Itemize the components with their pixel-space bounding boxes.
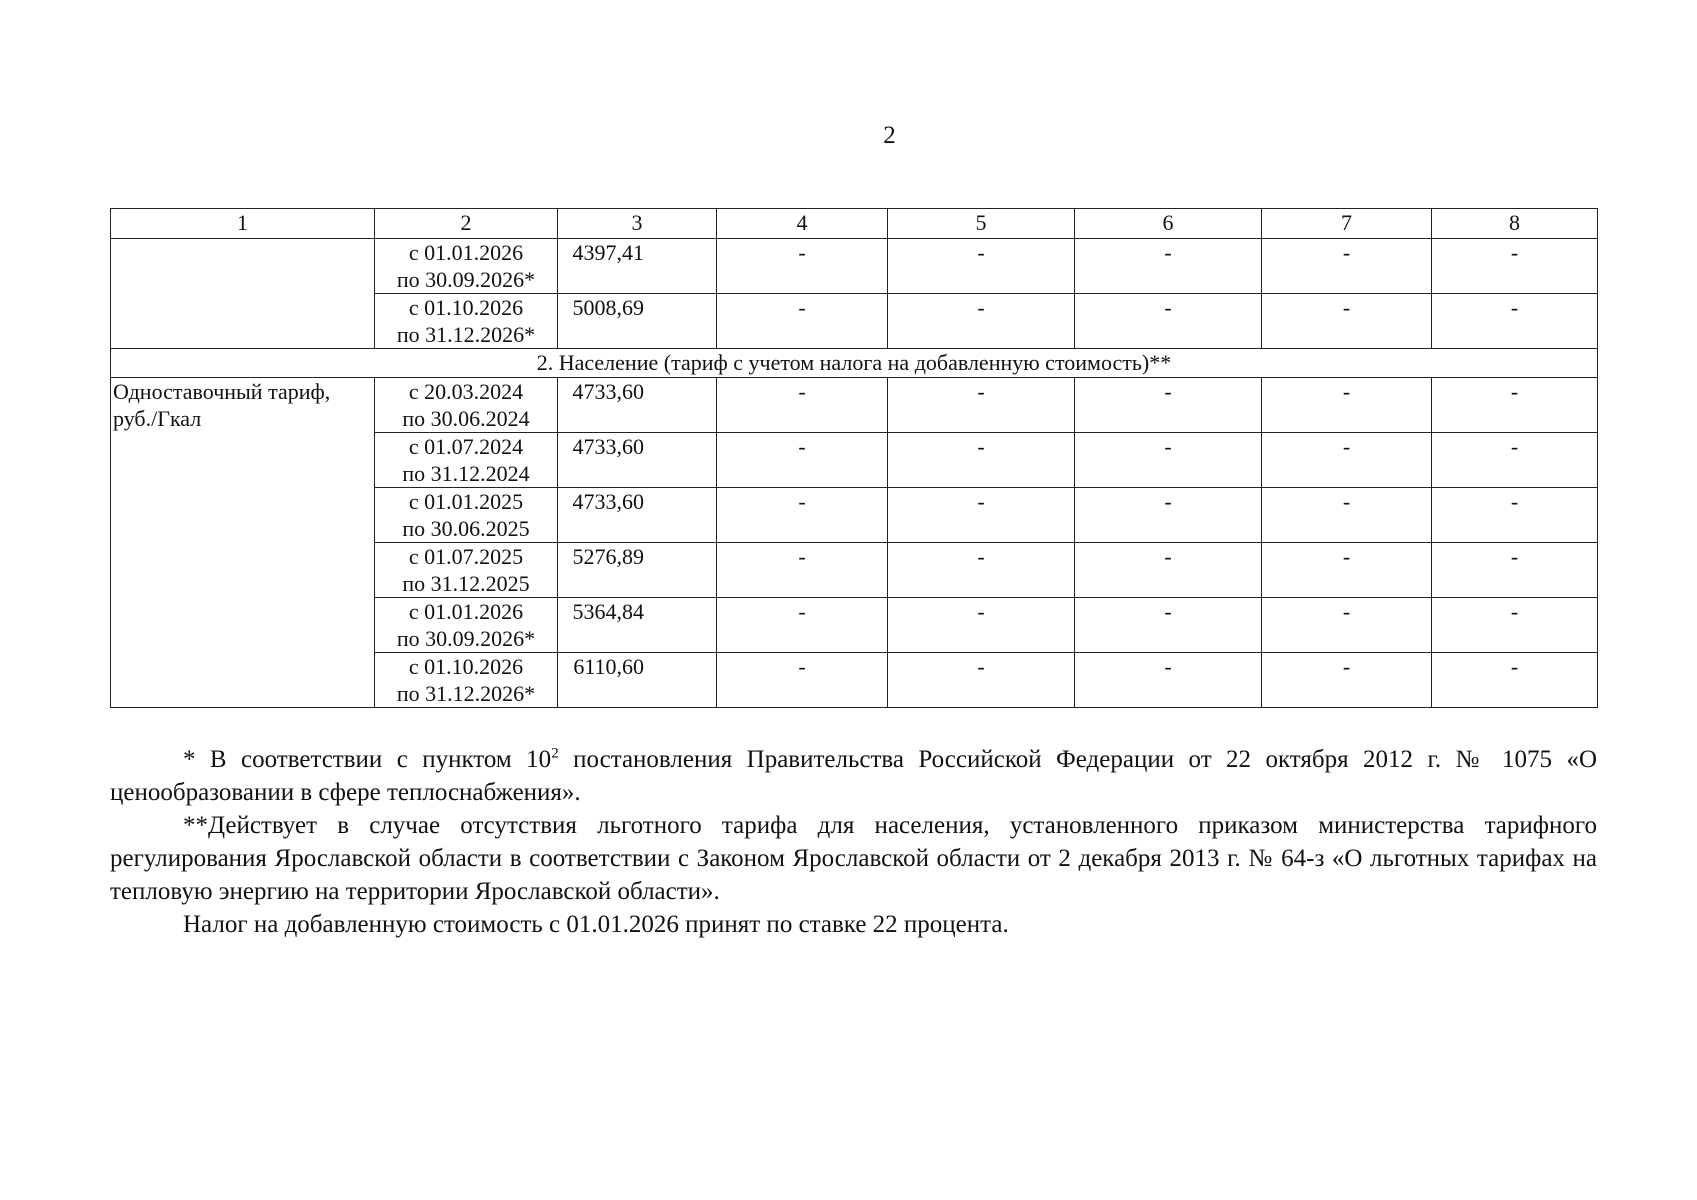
table-row	[111, 239, 1598, 294]
tariff-value: 4397,41	[558, 239, 717, 294]
empty-name-cell	[111, 239, 375, 349]
footnote-3: Налог на добавленную стоимость с 01.01.2026 принят по ставке 22 процента.	[183, 911, 1009, 938]
empty-value-dash: -	[717, 378, 888, 433]
empty-value-dash: -	[888, 598, 1075, 653]
empty-value-dash: -	[888, 653, 1075, 708]
period-from: с 01.07.2025	[408, 544, 524, 569]
empty-value-dash: -	[888, 378, 1075, 433]
tariff-value: 4733,60	[558, 433, 717, 488]
footnote-1-superscript: 2	[551, 745, 559, 762]
empty-value-dash: -	[888, 543, 1075, 598]
empty-value-dash: -	[1432, 488, 1598, 543]
empty-value-dash: -	[1262, 488, 1432, 543]
tariff-table	[110, 208, 1598, 708]
empty-value-dash: -	[1262, 543, 1432, 598]
footnote-1-text-cont: постановления Правительства Российской Федерации от 22 октября 2012 г. № 1075 «О ценообразовании в сфере теплоснабжения».	[110, 746, 1597, 806]
empty-value-dash: -	[1075, 239, 1262, 294]
empty-value-dash: -	[1075, 653, 1262, 708]
empty-value-dash: -	[1262, 294, 1432, 349]
column-header: 8	[1432, 209, 1598, 239]
empty-value-dash: -	[1432, 598, 1598, 653]
period-from: с 01.10.2026	[408, 295, 524, 320]
empty-value-dash: -	[1432, 239, 1598, 294]
empty-value-dash: -	[1075, 488, 1262, 543]
empty-value-dash: -	[1432, 653, 1598, 708]
empty-value-dash: -	[717, 239, 888, 294]
empty-value-dash: -	[888, 294, 1075, 349]
tariff-value: 5008,69	[558, 294, 717, 349]
column-header: 6	[1075, 209, 1262, 239]
empty-value-dash: -	[888, 239, 1075, 294]
period-cell	[375, 378, 558, 433]
period-cell	[375, 239, 558, 294]
period-cell	[375, 433, 558, 488]
period-from: с 01.01.2025	[408, 489, 524, 514]
period-cell	[375, 543, 558, 598]
empty-value-dash: -	[1075, 598, 1262, 653]
empty-value-dash: -	[1432, 433, 1598, 488]
period-to: по 30.06.2025	[402, 516, 530, 541]
column-header: 2	[375, 209, 558, 239]
empty-value-dash: -	[717, 488, 888, 543]
empty-value-dash: -	[717, 543, 888, 598]
column-header: 3	[558, 209, 717, 239]
period-cell	[375, 653, 558, 708]
empty-value-dash: -	[1262, 598, 1432, 653]
period-to: по 31.12.2026*	[396, 681, 536, 706]
empty-value-dash: -	[1262, 378, 1432, 433]
column-header: 4	[717, 209, 888, 239]
empty-value-dash: -	[717, 433, 888, 488]
period-from: с 01.07.2024	[408, 434, 524, 459]
table-header-row	[111, 209, 1598, 239]
empty-value-dash: -	[1262, 433, 1432, 488]
period-to: по 30.09.2026*	[396, 267, 536, 292]
empty-value-dash: -	[717, 653, 888, 708]
tariff-value: 6110,60	[558, 653, 717, 708]
empty-value-dash: -	[1075, 433, 1262, 488]
empty-value-dash: -	[717, 294, 888, 349]
period-from: с 01.01.2026	[408, 240, 524, 265]
empty-value-dash: -	[1262, 239, 1432, 294]
section-row	[111, 349, 1598, 378]
footnote-1-text: * В соответствии с пунктом 10	[183, 746, 552, 773]
empty-value-dash: -	[1432, 543, 1598, 598]
period-to: по 31.12.2025	[402, 571, 530, 596]
footnote-1	[110, 743, 1597, 809]
period-from: с 20.03.2024	[408, 379, 524, 404]
footnotes	[110, 743, 1597, 941]
empty-value-dash: -	[888, 488, 1075, 543]
period-cell	[375, 294, 558, 349]
empty-value-dash: -	[888, 433, 1075, 488]
period-to: по 31.12.2026*	[396, 322, 536, 347]
empty-value-dash: -	[1432, 378, 1598, 433]
empty-value-dash: -	[1075, 378, 1262, 433]
period-from: с 01.10.2026	[408, 654, 524, 679]
tariff-value: 4733,60	[558, 378, 717, 433]
period-from: с 01.01.2026	[408, 599, 524, 624]
tariff-name: Одноставочный тариф, руб./Гкал	[111, 378, 375, 708]
empty-value-dash: -	[717, 598, 888, 653]
empty-value-dash: -	[1075, 294, 1262, 349]
period-to: по 31.12.2024	[402, 461, 530, 486]
period-cell	[375, 488, 558, 543]
column-header: 5	[888, 209, 1075, 239]
period-to: по 30.09.2026*	[396, 626, 536, 651]
empty-value-dash: -	[1075, 543, 1262, 598]
page-number: 2	[883, 122, 896, 149]
table-row	[111, 378, 1598, 433]
empty-value-dash: -	[1262, 653, 1432, 708]
period-to: по 30.06.2024	[402, 406, 530, 431]
footnote-2: **Действует в случае отсутствия льготного тарифа для населения, установленного приказом министерства тарифного регулирования Ярославской области в соответствии с Законом Ярославской области от 2 декабря 2013 г. № 64-з «О льготных тарифах на тепловую энергию на территории Ярославской области».	[110, 812, 1597, 905]
empty-value-dash: -	[1432, 294, 1598, 349]
tariff-value: 4733,60	[558, 488, 717, 543]
column-header: 7	[1262, 209, 1432, 239]
tariff-value: 5276,89	[558, 543, 717, 598]
section-title: 2. Население (тариф с учетом налога на добавленную стоимость)**	[111, 349, 1598, 378]
tariff-value: 5364,84	[558, 598, 717, 653]
column-header: 1	[111, 209, 375, 239]
period-cell	[375, 598, 558, 653]
